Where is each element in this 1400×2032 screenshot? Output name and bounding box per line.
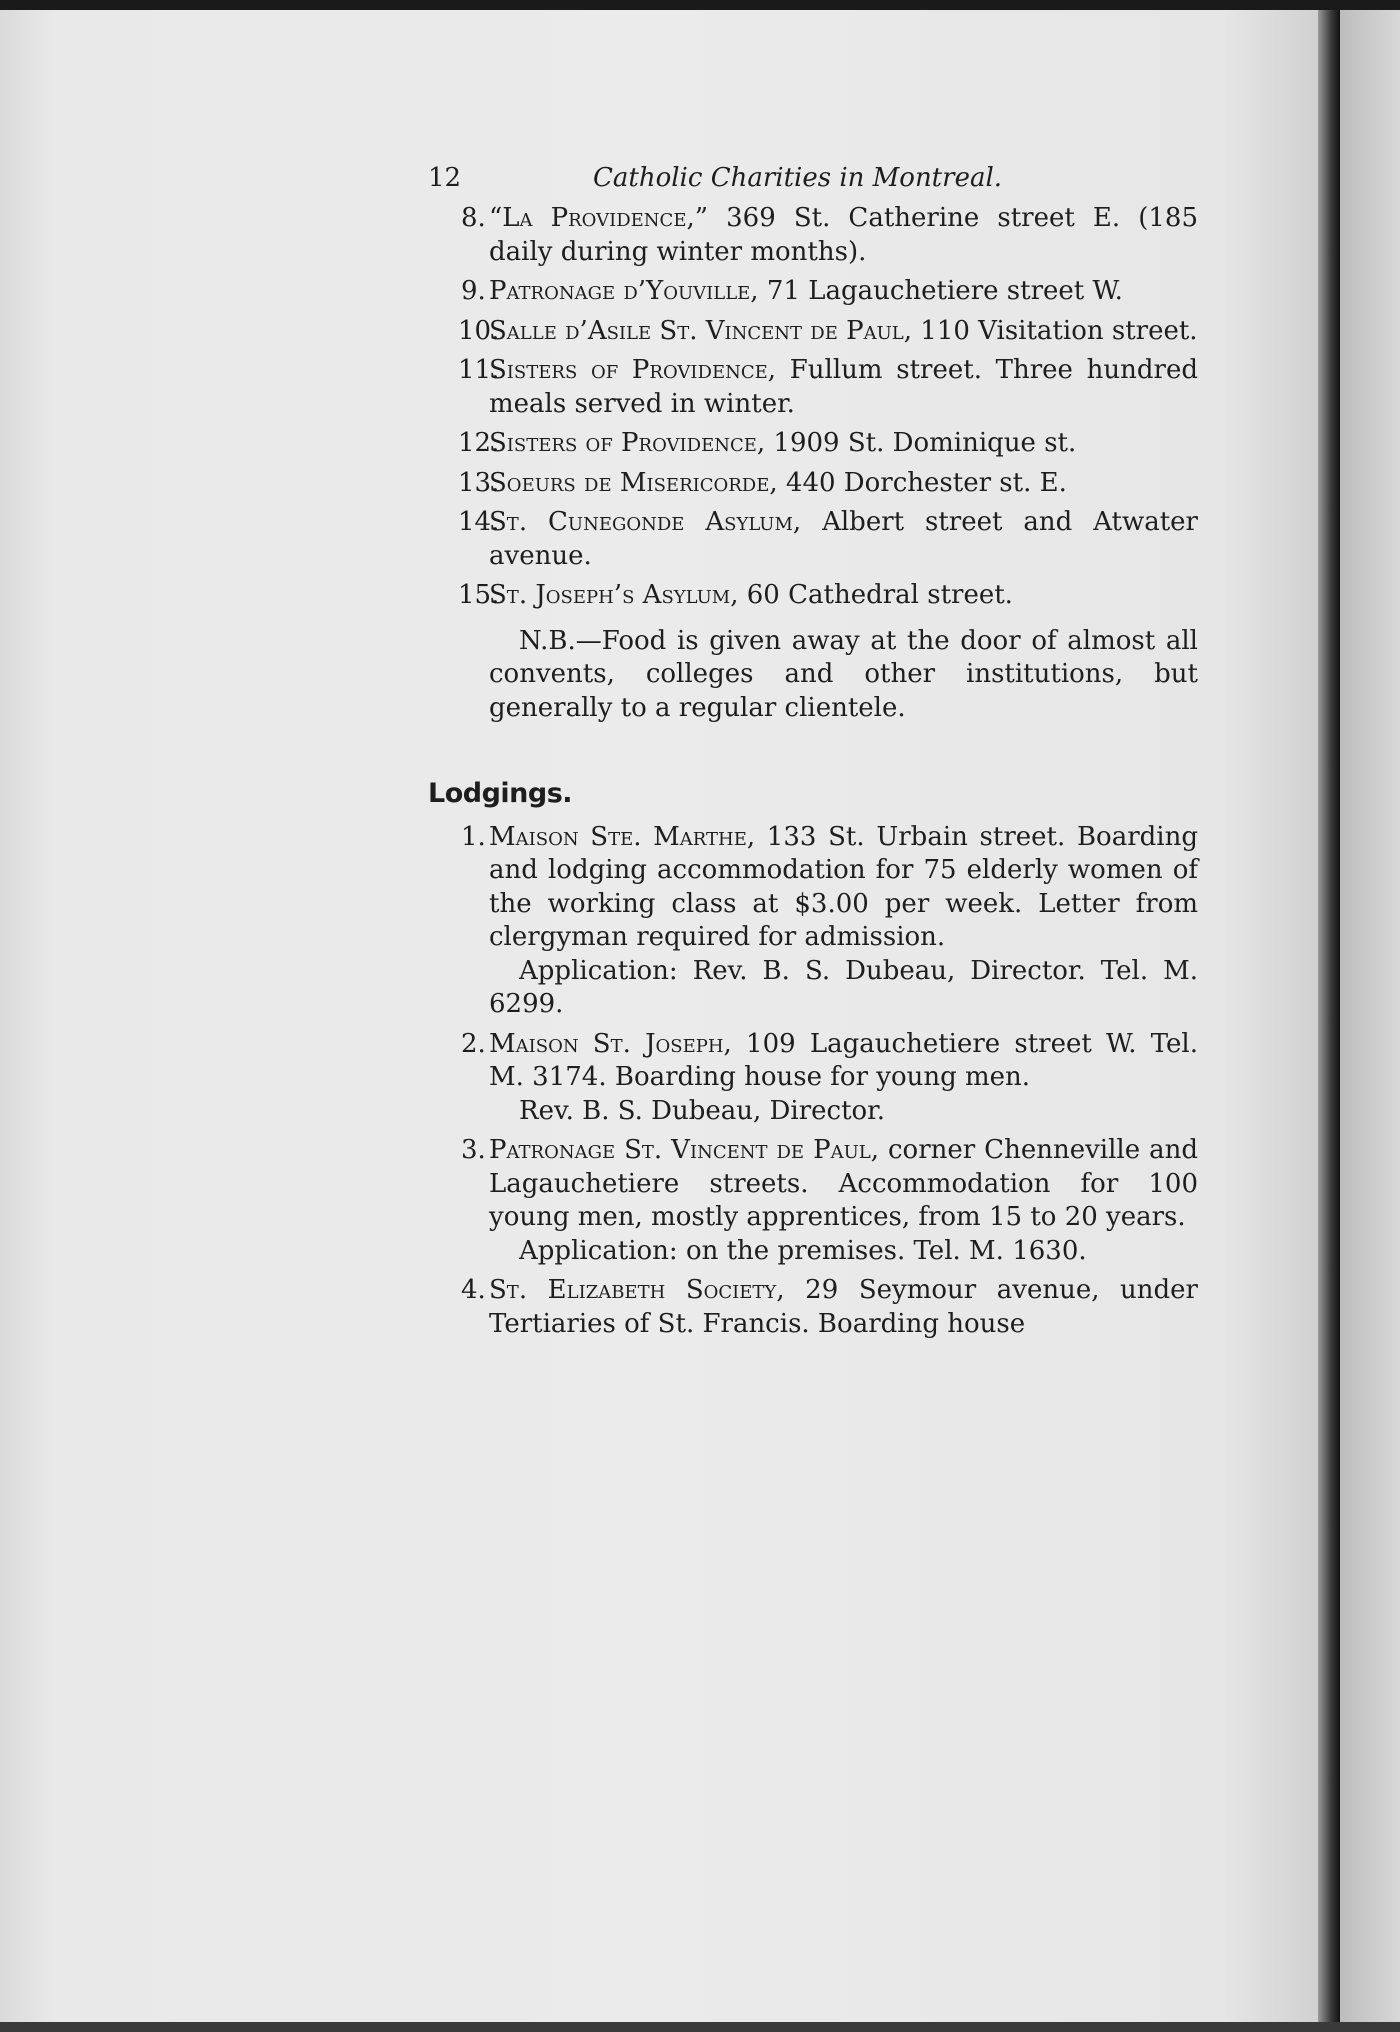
institution-name: Soeurs de Misericorde, <box>489 467 778 498</box>
item-number: 11. <box>458 355 500 385</box>
item-number: 9. <box>461 276 486 306</box>
institution-name: Maison Ste. Marthe, <box>489 821 756 852</box>
list-item <box>428 821 1198 1022</box>
item-text: Fullum street. Three hundred meals served in winter. <box>489 355 1198 419</box>
running-head <box>428 162 1198 202</box>
item-text: corner Chenneville and Lagauchetiere streets. Accommodation for 100 young men, mostly apprentices, from 15 to 20 years. <box>489 1135 1199 1232</box>
institution-name: Sisters of Providence, <box>489 355 777 385</box>
item-number: 15. <box>458 580 500 610</box>
institution-name: St. Elizabeth Society, <box>489 1275 785 1305</box>
item-text: 133 St. Urbain street. Boarding and lodging accommodation for 75 elderly women of the working class at $3.00 per week. Letter from clergyman required for admission. <box>489 821 1198 952</box>
item-application: Application: Rev. B. S. Dubeau, Director. Tel. M. 6299. <box>489 955 1198 1019</box>
list-item <box>428 202 1198 269</box>
list-item <box>428 579 1198 613</box>
page-text <box>428 162 1198 1347</box>
list-item <box>428 467 1198 501</box>
item-number: 14. <box>458 507 500 537</box>
list-item <box>428 354 1198 421</box>
list-item <box>428 1028 1198 1129</box>
item-text: 29 Seymour avenue, under Tertiaries of St. Francis. Boarding house <box>489 1275 1198 1339</box>
list-continued <box>428 202 1198 613</box>
page-number: 12 <box>428 163 462 193</box>
nota-bene: N.B.—Food is given away at the door of almost all convents, colleges and other institutions, but generally to a regular clientele. <box>489 625 1198 723</box>
item-number: 2. <box>461 1028 486 1059</box>
item-text: 109 Lagauchetiere street W. Tel. M. 3174. Boarding house for young men. <box>489 1028 1198 1092</box>
item-number: 3. <box>461 1135 486 1165</box>
section-heading: Lodgings. <box>428 778 573 809</box>
item-text: 1909 St. Dominique st. <box>765 428 1077 458</box>
list-item <box>428 315 1198 349</box>
item-text: 71 Lagauchetiere street W. <box>758 276 1123 306</box>
institution-name: St. Cunegonde Asylum, <box>489 507 802 537</box>
item-number: 4. <box>461 1275 486 1305</box>
item-application: Rev. B. S. Dubeau, Director. <box>519 1095 886 1126</box>
item-text: 60 Cathedral street. <box>738 580 1013 610</box>
list-item <box>428 1134 1198 1268</box>
list-item <box>428 1274 1198 1341</box>
institution-name: Salle d’Asile St. Vincent de Paul, <box>489 315 913 346</box>
institution-name: Maison St. Joseph, <box>489 1028 732 1059</box>
list-item <box>428 427 1198 461</box>
lodgings-list <box>428 821 1198 1342</box>
item-text: 440 Dorchester st. E. <box>777 467 1067 498</box>
page-gutter <box>1318 0 1340 2032</box>
scan-bottom-edge <box>0 2022 1400 2032</box>
item-text: 110 Visitation street. <box>912 315 1198 346</box>
item-application: Application: on the premises. Tel. M. 1630. <box>519 1235 1087 1266</box>
item-number: 8. <box>461 203 486 233</box>
institution-name: Patronage d’Youville, <box>489 276 759 306</box>
item-number: 13. <box>458 467 500 498</box>
item-text: Albert street and Atwater avenue. <box>489 507 1198 571</box>
item-number: 12. <box>458 428 500 458</box>
institution-name: Patronage St. Vincent de Paul, <box>489 1135 879 1165</box>
list-item <box>428 275 1198 309</box>
adjacent-page-edge <box>1340 0 1400 2032</box>
running-title: Catholic Charities in Montreal. <box>593 163 1003 193</box>
item-number: 1. <box>461 821 486 852</box>
institution-name: St. Joseph’s Asylum, <box>489 580 739 610</box>
list-item <box>428 506 1198 573</box>
item-text: 369 St. Catherine street E. (185 daily during winter months). <box>489 203 1198 267</box>
institution-name: “La Providence,” <box>489 203 709 233</box>
item-number: 10. <box>458 315 500 346</box>
institution-name: Sisters of Providence, <box>489 428 766 458</box>
scan-top-edge <box>0 0 1400 10</box>
